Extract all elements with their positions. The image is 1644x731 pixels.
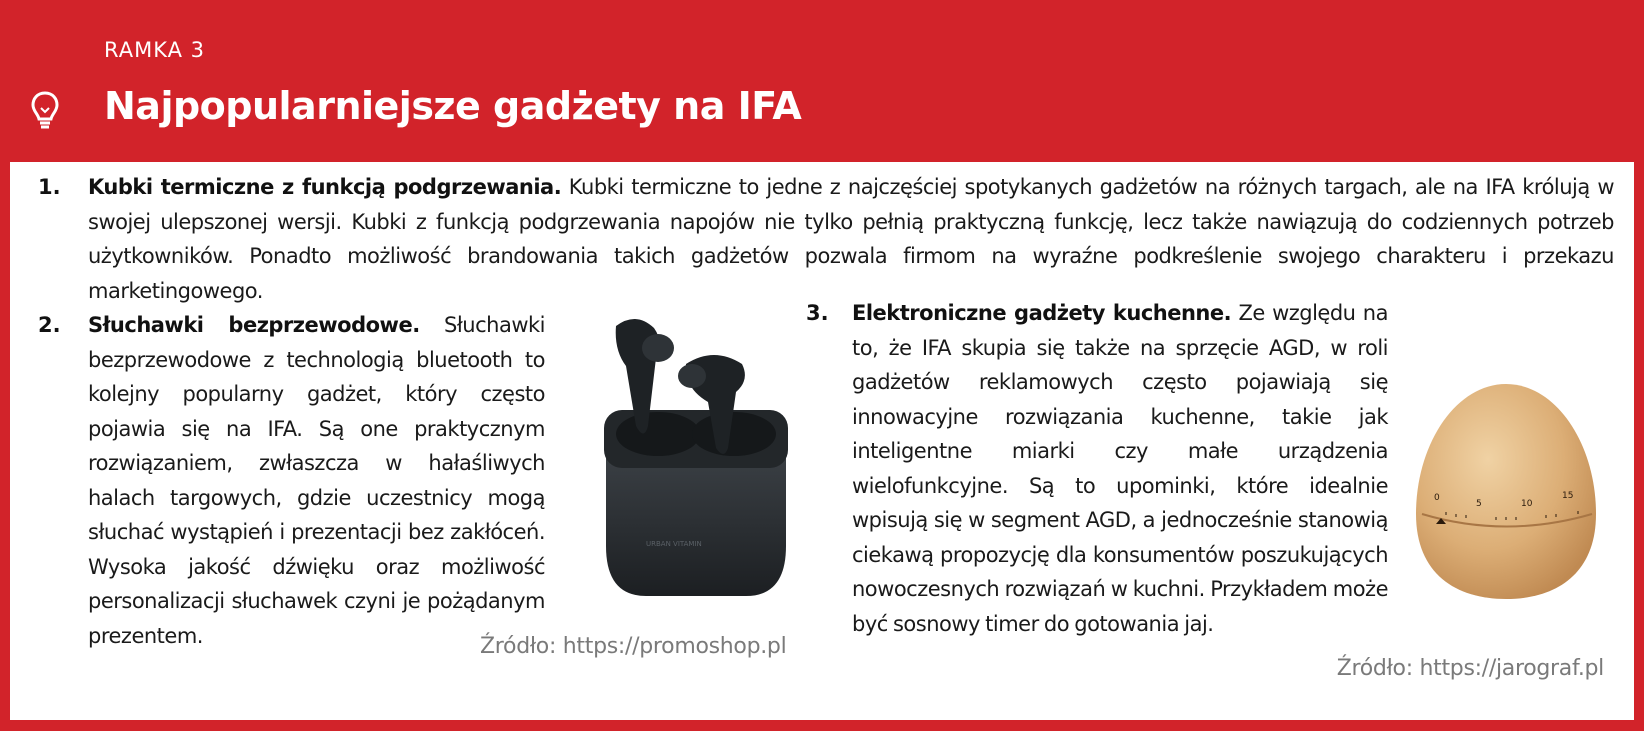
item-body: Kubki termiczne to jedne z najczęściej spotykanych gadżetów na różnych targach, ale na IFA królują w swojej ulepszonej wersji. Kubki z funkcją podgrzewania napojów nie tylko pełnią praktyczną funkcję, lecz także nawiązują do codziennych potrzeb użytkowników. Ponadto możliwość brandowania takich gadżetów pozwala firmom na wyraźne podkreślenie swojego charakteru i przekazu marketingowego.	[88, 175, 1615, 303]
item-heading: Kubki termiczne z funkcją podgrzewania.	[88, 175, 562, 199]
list-item-thermal-mugs	[88, 170, 1614, 308]
item-number: 3.	[806, 301, 829, 325]
image-source-jarograf: Źródło: https://jarograf.pl	[1336, 656, 1604, 681]
dial-label: 15	[1562, 491, 1574, 501]
egg-timer-image	[1406, 374, 1606, 614]
dial-label: 5	[1476, 499, 1482, 509]
dial-label: 0	[1434, 493, 1440, 503]
image-source-promoshop: Źródło: https://promoshop.pl	[480, 634, 787, 659]
content-panel	[10, 162, 1634, 720]
earbuds-image	[596, 306, 796, 606]
item-number: 2.	[38, 313, 61, 337]
lightbulb-icon	[30, 90, 60, 132]
frame-label: RAMKA 3	[104, 38, 206, 62]
item-body: Słuchawki bezprzewodowe z technologią bluetooth to kolejny popularny gadżet, który często pojawia się na IFA. Są one praktycznym rozwiązaniem, zwłaszcza w hałaśliwych halach targowych, gdzie uczestnicy mogą słuchać wystąpień i prezentacji bez zakłóceń. Wysoka jakość dźwięku oraz możliwość personalizacji słuchawek czyni je pożądanym prezentem.	[88, 313, 545, 648]
brand-text: URBAN VITAMIN	[646, 540, 702, 548]
list-item-wireless-earbuds	[88, 308, 545, 653]
item-number: 1.	[38, 175, 61, 199]
item-heading: Słuchawki bezprzewodowe.	[88, 313, 420, 337]
item-body: Ze względu na to, że IFA skupia się także na sprzęcie AGD, w roli gadżetów reklamowych często pojawiają się innowacyjne rozwiązania kuchenne, takie jak inteligentne miarki czy małe urządzenia wielofunkcyjne. Są to upominki, które idealnie wpisują się w segment AGD, a jednocześnie stanowią ciekawą propozycję dla konsumentów poszukujących nowoczesnych rozwiązań w kuchni. Przykładem może być sosnowy timer do gotowania jaj.	[852, 301, 1388, 636]
box-title: Najpopularniejsze gadżety na IFA	[104, 84, 802, 128]
dial-label: 10	[1521, 499, 1533, 509]
item-heading: Elektroniczne gadżety kuchenne.	[852, 301, 1232, 325]
